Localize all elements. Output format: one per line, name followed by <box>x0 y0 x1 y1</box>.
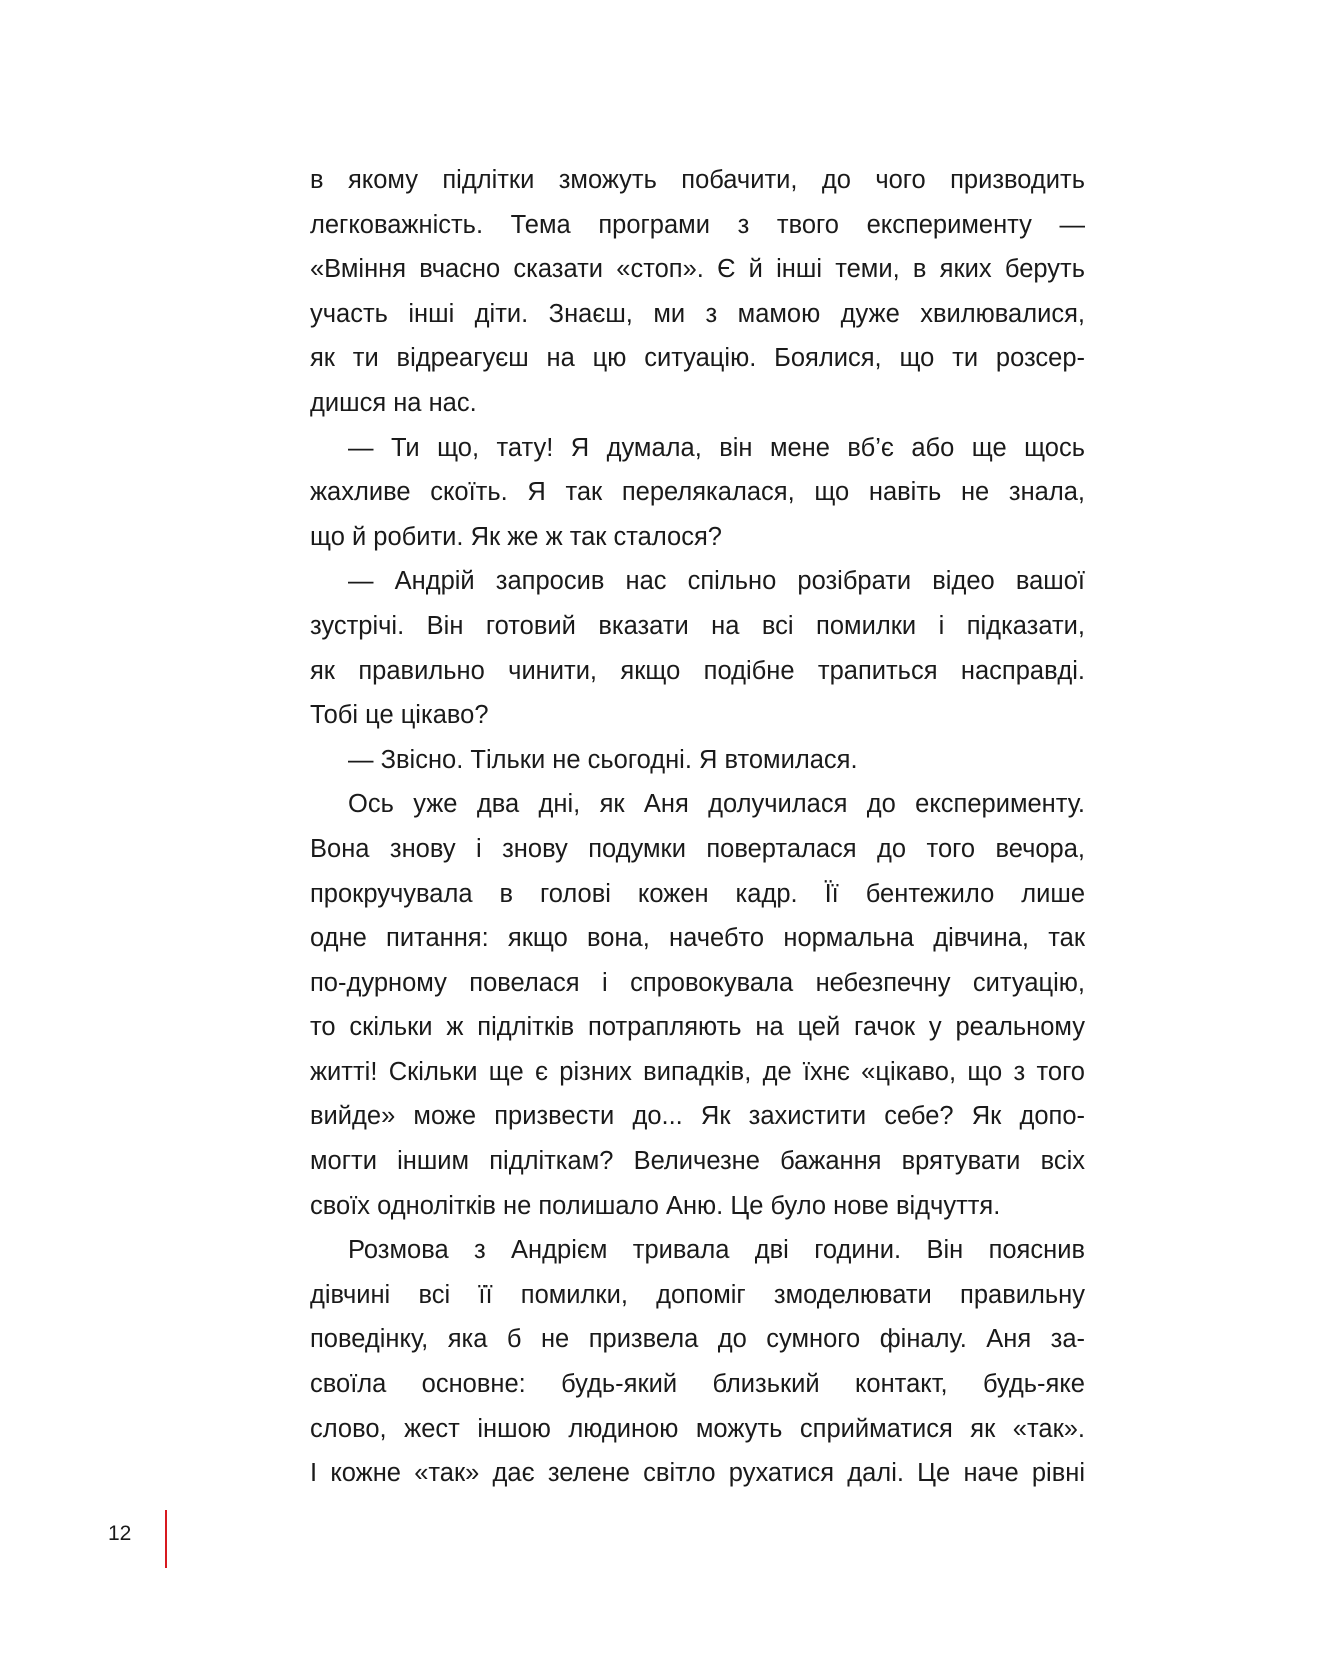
text-line: що й робити. Як же ж так сталося? <box>310 522 722 551</box>
text-line: то скільки ж підлітків потрапляють на цей гачок у реальному <box>310 1013 1085 1042</box>
text-line: дівчині всі її помилки, допоміг змоделювати правильну <box>310 1280 1085 1309</box>
text-line: зустрічі. Він готовий вказати на всі помилки і підказати, <box>310 611 1085 640</box>
text-line: Розмова з Андрієм тривала дві години. Він пояснив <box>348 1236 1085 1265</box>
text-line: І кожне «так» дає зелене світло рухатися далі. Це наче рівні <box>310 1459 1085 1488</box>
text-line: жахливе скоїть. Я так перелякалася, що навіть не знала, <box>310 478 1085 507</box>
text-line: житті! Скільки ще є різних випадків, де їхнє «цікаво, що з того <box>310 1057 1085 1086</box>
text-line: одне питання: якщо вона, начебто нормальна дівчина, так <box>310 924 1085 953</box>
text-line: «Вміння вчасно сказати «стоп». Є й інші теми, в яких беруть <box>310 255 1085 284</box>
text-line: як правильно чинити, якщо подібне трапиться насправді. <box>310 656 1085 685</box>
paragraph <box>310 738 1085 783</box>
body-text <box>310 158 1085 1496</box>
text-line: дишся на нас. <box>310 388 477 417</box>
text-line: Тобі це цікаво? <box>310 701 489 730</box>
paragraph <box>310 158 1085 426</box>
text-line: — Андрій запросив нас спільно розібрати відео вашої <box>348 567 1085 596</box>
paragraph <box>310 1228 1085 1496</box>
text-line: Вона знову і знову подумки поверталася до того вечора, <box>310 834 1085 863</box>
text-line: вийде» може призвести до... Як захистити себе? Як допо- <box>310 1102 1085 1131</box>
text-line: поведінку, яка б не призвела до сумного фіналу. Аня за- <box>310 1325 1085 1354</box>
text-line: участь інші діти. Знаєш, ми з мамою дуже хвилювалися, <box>310 299 1085 328</box>
text-line: своїла основне: будь-який близький контакт, будь-яке <box>310 1370 1085 1399</box>
text-line: — Ти що, тату! Я думала, він мене вб’є або ще щось <box>348 433 1085 462</box>
text-line: по-дурному повелася і спровокувала небезпечну ситуацію, <box>310 968 1085 997</box>
paragraph <box>310 426 1085 560</box>
paragraph <box>310 559 1085 737</box>
page-number: 12 <box>108 1522 132 1545</box>
page-number-rule <box>165 1510 167 1568</box>
text-line: як ти відреагуєш на цю ситуацію. Боялися, що ти розсер- <box>310 344 1085 373</box>
text-line: — Звісно. Тільки не сьогодні. Я втомилася. <box>348 745 858 774</box>
text-line: могти іншим підліткам? Величезне бажання врятувати всіх <box>310 1147 1085 1176</box>
text-line: Ось уже два дні, як Аня долучилася до експерименту. <box>348 790 1085 819</box>
text-line: прокручувала в голові кожен кадр. Її бентежило лише <box>310 879 1085 908</box>
text-line: легковажність. Тема програми з твого експерименту — <box>310 210 1085 239</box>
text-line: слово, жест іншою людиною можуть сприйматися як «так». <box>310 1414 1085 1443</box>
text-line: в якому підлітки зможуть побачити, до чого призводить <box>310 166 1085 194</box>
text-line: своїх однолітків не полишало Аню. Це було нове відчуття. <box>310 1191 1001 1220</box>
paragraph <box>310 782 1085 1228</box>
